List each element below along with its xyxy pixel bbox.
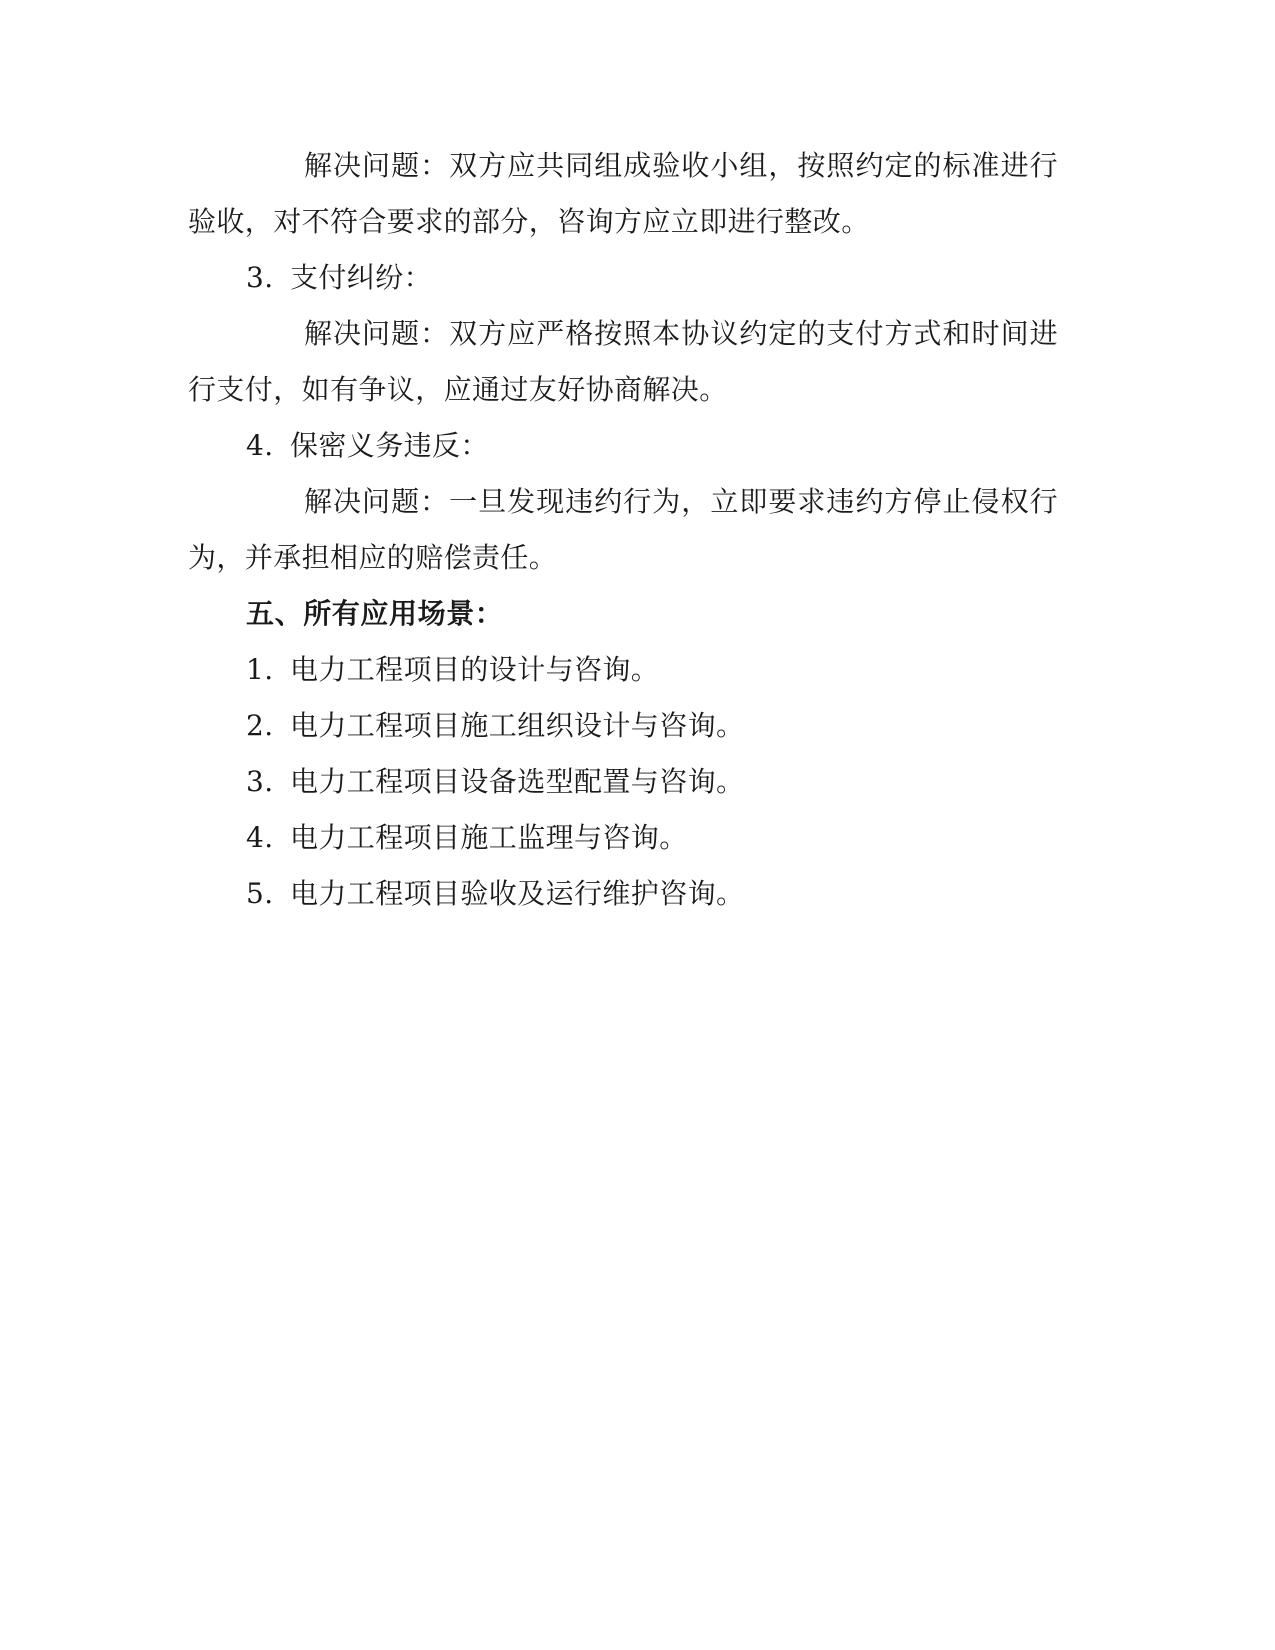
scenario-item-1 [188, 642, 1058, 698]
list-item-number: 1. [246, 653, 274, 686]
list-item-confidentiality-breach [188, 418, 1058, 474]
resolution-paragraph-payment: 解决问题：双方应严格按照本协议约定的支付方式和时间进行支付，如有争议，应通过友好协商解决。 [188, 317, 1058, 406]
list-item-number: 4. [246, 821, 274, 854]
list-item-text: 电力工程项目施工监理与咨询。 [290, 821, 688, 854]
scenario-item-3 [188, 754, 1058, 810]
list-item-text: 电力工程项目施工组织设计与咨询。 [290, 709, 745, 742]
list-item-number: 5. [246, 877, 274, 910]
list-item-text: 电力工程项目验收及运行维护咨询。 [290, 877, 745, 910]
section-heading-scenarios: 五、所有应用场景： [246, 597, 504, 630]
resolution-paragraph-acceptance: 解决问题：双方应共同组成验收小组，按照约定的标准进行验收，对不符合要求的部分，咨询方应立即进行整改。 [188, 149, 1058, 238]
list-item-number: 4. [246, 429, 274, 462]
list-item-number: 3. [246, 261, 274, 294]
list-item-text: 电力工程项目的设计与咨询。 [290, 653, 660, 686]
scenario-item-4 [188, 810, 1058, 866]
list-item-payment-dispute [188, 250, 1058, 306]
list-item-text: 保密义务违反： [290, 429, 489, 462]
scenario-item-5 [188, 866, 1058, 922]
list-item-text: 支付纠纷： [290, 261, 433, 294]
document-body [188, 138, 1058, 922]
list-item-text: 电力工程项目设备选型配置与咨询。 [290, 765, 745, 798]
list-item-number: 3. [246, 765, 274, 798]
scenario-item-2 [188, 698, 1058, 754]
list-item-number: 2. [246, 709, 274, 742]
resolution-paragraph-confidentiality: 解决问题：一旦发现违约行为，立即要求违约方停止侵权行为，并承担相应的赔偿责任。 [188, 485, 1058, 574]
